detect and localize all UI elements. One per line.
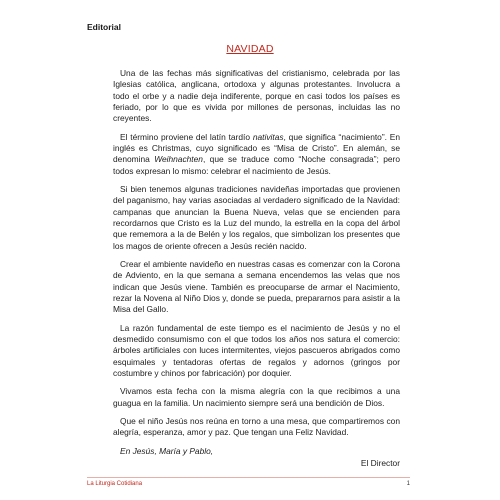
section-label: Editorial bbox=[87, 22, 122, 32]
article-body bbox=[113, 68, 400, 439]
page-number: 1 bbox=[406, 481, 410, 487]
german-term: Weihnachten bbox=[154, 154, 203, 165]
paragraph-text: Una de las fechas más significativas del cristianismo, celebrada por las Iglesias católica, anglicana, ortodoxa y algunas protestantes. Involucra a todo el orbe y a nadie deja indiferente, porque en casi todos los países es feriado, por lo que es vivida por millones de personas, incluidas las no creyentes. bbox=[113, 68, 400, 124]
paragraph-3 bbox=[113, 184, 400, 252]
paragraph-1 bbox=[113, 68, 400, 124]
paragraph-text: Que el niño Jesús nos reúna en torno a una mesa, que compartiremos con alegría, esperanza, amor y paz. Que tengan una Feliz Navidad. bbox=[113, 416, 400, 438]
paragraph-5 bbox=[113, 323, 400, 379]
signature: El Director bbox=[360, 458, 400, 468]
paragraph-7 bbox=[113, 416, 400, 439]
paragraph-text: El término proviene del latín tardío bbox=[120, 131, 253, 142]
closing-greeting: En Jesús, María y Pablo, bbox=[120, 446, 214, 456]
paragraph-text: Crear el ambiente navideño en nuestras casas es comenzar con la Corona de Adviento, en la que semana a semana encendemos las velas que nos indican que Jesús viene. También es preocuparse de armar el Nacimiento, rezar la Novena al Niño Dios y, donde se pueda, prepararnos para asistir a la Misa del Gallo. bbox=[113, 259, 400, 315]
footer-divider bbox=[87, 477, 410, 478]
paragraph-text: Si bien tenemos algunas tradiciones navideñas importadas que provienen del paganismo, hay varias asociadas al verdadero significado de la Navidad: campanas que anuncian la Buena Nueva, velas que se encienden para recordarnos que Cristo es la Luz del mundo, la estrella en la copa del árbol que rememora a la de Belén y los regalos, que simbolizan los presentes que los magos de oriente ofrecen a Jesús recién nacido. bbox=[113, 184, 400, 251]
latin-term: nativitas bbox=[252, 131, 284, 142]
paragraph-text: , que significa “nacimiento”. En inglés es Christmas, cuyo significado es “Misa de Cristo”. En alemán, se denomina bbox=[113, 131, 401, 165]
paragraph-text: Vivamos esta fecha con la misma alegría con la que recibimos a una guagua en la familia. Un nacimiento siempre será una bendición de Dios. bbox=[113, 386, 400, 408]
article-title: NAVIDAD bbox=[226, 43, 274, 55]
paragraph-text: La razón fundamental de este tiempo es el nacimiento de Jesús y no el desmedido consumismo con el que todos los años nos satura el comercio: árboles artificiales con luces intermitentes, viejos pascueros abrigados como esquimales y tentadoras ofertas de regalos y adornos (gringos por costumbre y chinos por fabricación) por doquier. bbox=[113, 322, 400, 378]
closing bbox=[113, 445, 400, 469]
publication-name: La Liturgia Cotidiana bbox=[87, 481, 143, 487]
paragraph-2 bbox=[113, 132, 400, 177]
paragraph-text: , que se traduce como “Noche consagrada”; pero todos expresan lo mismo: celebrar el nacimiento de Jesús. bbox=[113, 154, 400, 176]
paragraph-6 bbox=[113, 386, 400, 409]
paragraph-4 bbox=[113, 259, 400, 315]
